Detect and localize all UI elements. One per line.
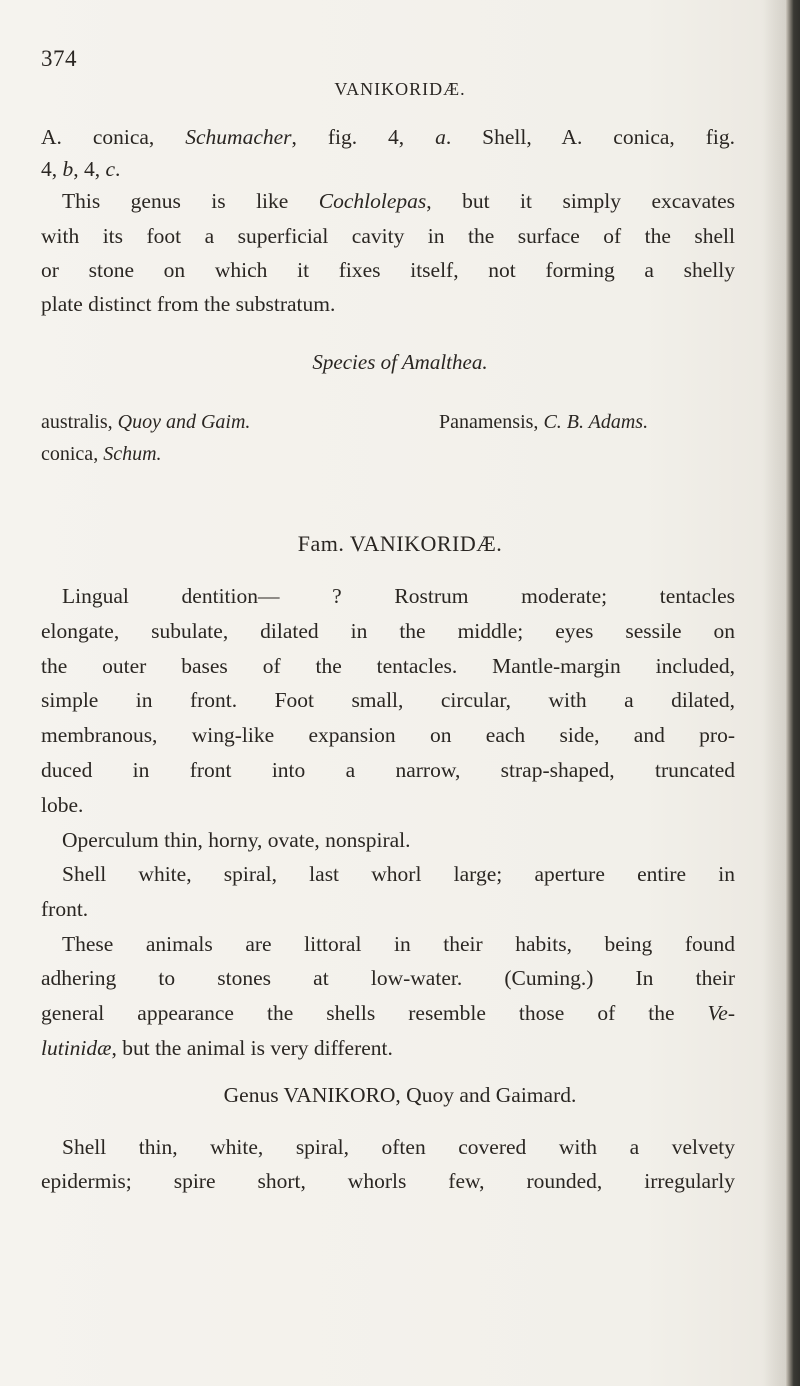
para-genus-line-3: or stone on which it fixes itself, not forming a shelly	[41, 258, 735, 282]
species-heading: Species of Amalthea.	[312, 350, 488, 374]
family-heading: Fam. VANIKORIDÆ.	[297, 531, 503, 556]
para-genus-line-2: with its foot a superficial cavity in the surface of the shell	[41, 224, 735, 248]
shell-line-1: Shell white, spiral, last whorl large; aperture entire in	[62, 862, 735, 886]
family-desc-line-3: the outer bases of the tentacles. Mantle-margin included,	[41, 654, 735, 678]
page-number: 374	[41, 46, 77, 71]
species-item: Panamensis, C. B. Adams.	[439, 411, 649, 433]
shell-line-2: front.	[41, 897, 89, 921]
habits-line-3: general appearance the shells resemble those of the Ve-	[41, 1001, 735, 1025]
habits-line-4: lutinidæ, but the animal is very different.	[41, 1036, 393, 1060]
species-item: australis, Quoy and Gaim.	[41, 411, 251, 433]
family-desc-line-1: Lingual dentition— ? Rostrum moderate; tentacles	[62, 584, 735, 608]
running-head: VANIKORIDÆ.	[334, 79, 466, 99]
genus-desc-line-2: epidermis; spire short, whorls few, rounded, irregularly	[41, 1169, 735, 1193]
para-top-line-2: 4, b, 4, c.	[41, 157, 121, 181]
family-desc-line-6: duced in front into a narrow, strap-shaped, truncated	[41, 758, 735, 782]
species-list-left	[41, 406, 250, 470]
family-desc-line-7: lobe.	[41, 793, 84, 817]
para-genus-line-4: plate distinct from the substratum.	[41, 292, 336, 316]
operculum-line: Operculum thin, horny, ovate, nonspiral.	[62, 828, 411, 852]
species-item: conica, Schum.	[41, 443, 162, 465]
species-list-right	[439, 406, 648, 438]
binding-edge	[786, 0, 800, 1386]
family-desc-line-2: elongate, subulate, dilated in the middle; eyes sessile on	[41, 619, 735, 643]
page-edge-shadow	[764, 0, 786, 1386]
para-genus-line-1: This genus is like Cochlolepas, but it simply excavates	[62, 189, 736, 213]
family-desc-line-4: simple in front. Foot small, circular, with a dilated,	[41, 688, 735, 712]
genus-desc-line-1: Shell thin, white, spiral, often covered with a velvety	[62, 1135, 735, 1159]
habits-line-1: These animals are littoral in their habits, being found	[62, 932, 735, 956]
habits-line-2: adhering to stones at low-water. (Cuming.) In their	[41, 966, 735, 990]
genus-heading: Genus VANIKORO, Quoy and Gaimard.	[223, 1083, 577, 1107]
family-desc-line-5: membranous, wing-like expansion on each side, and pro-	[41, 723, 735, 747]
para-top-line-1: A. conica, Schumacher, fig. 4, a. Shell, A. conica, fig.	[41, 125, 735, 149]
